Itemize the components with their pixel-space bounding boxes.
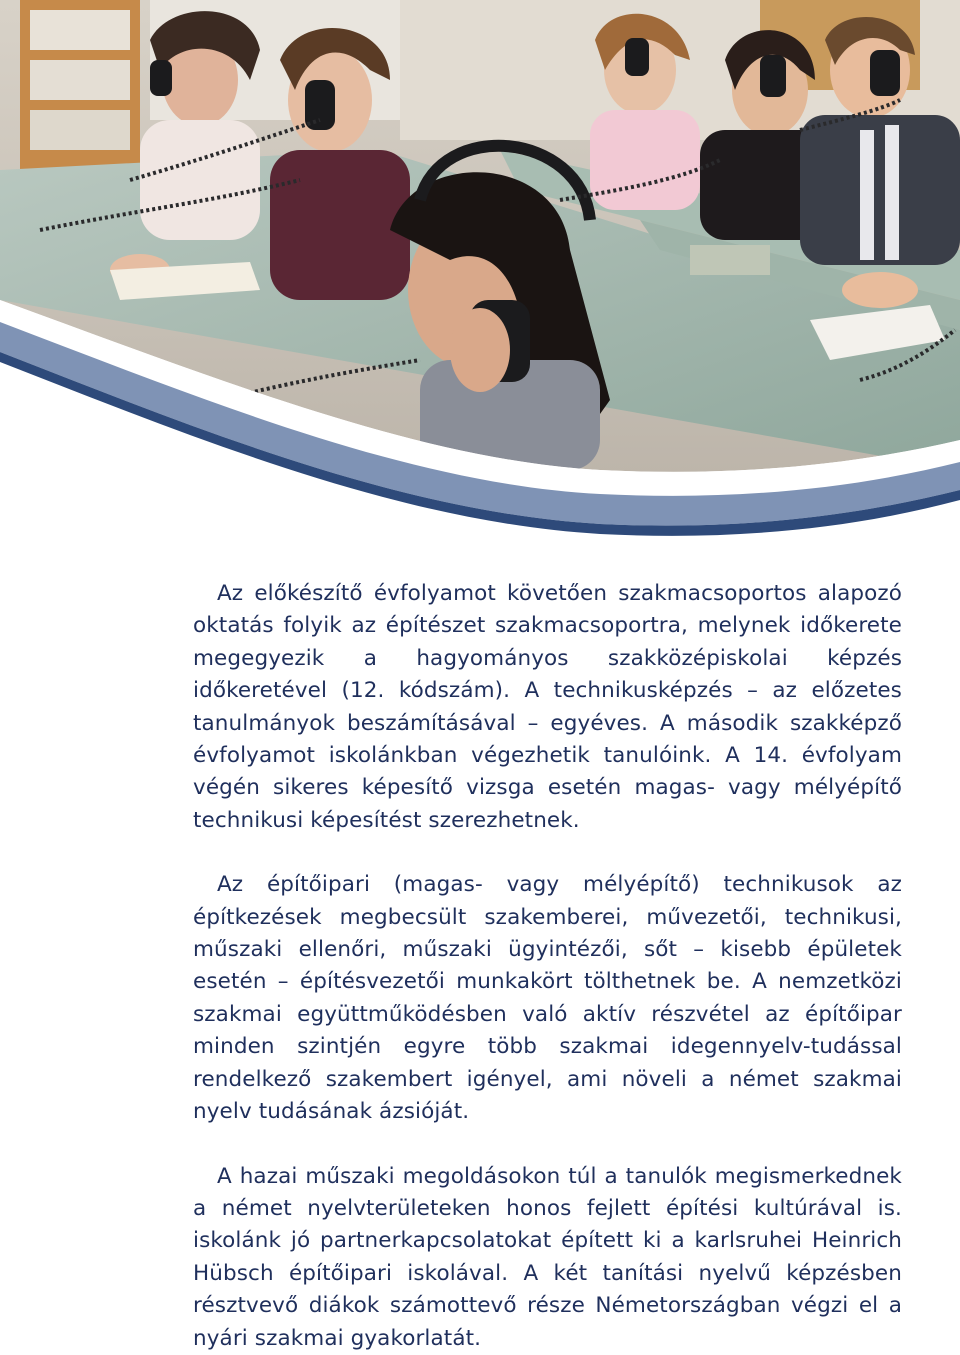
paragraph-2: Az építőipari (magas- vagy mélyépítő) technikusok az építkezések megbecsült szakemberei, művezetői, technikusi, műszaki ellenőri, műszaki ügyintézői, sőt – kisebb épületek esetén – építésvezetői munkakört tölthetnek be. A nemzetközi szakmai együttműködésben való aktív részvétel az építőipar minden szintjén egyre több szakmai idegennyelv-tudással rendelkező szakembert igényel, ami növeli a német szakmai nyelv tudásának ázsióját. [193, 872, 902, 1125]
classroom-photo [0, 0, 960, 540]
paragraph-1: Az előkészítő évfolyamot követően szakmacsoportos alapozó oktatás folyik az építészet szakmacsoportra, melynek időkerete megegyezik a hagyományos szakközépiskolai képzés időkeretével (12. kódszám). A technikusképzés – az előzetes tanulmányok beszámításával – egyéves. A második szakképző évfolyamot iskolánkban végezhetik tanulóink. A 14. évfolyam végén sikeres képesítő vizsga esetén magas- vagy mélyépítő technikusi képesítést szerezhetnek. [193, 581, 902, 833]
paragraph-3: A hazai műszaki megoldásokon túl a tanulók megismerkednek a német nyelvterületeken honos fejlett építési kultúrával is. iskolánk jó partnerkapcsolatokat épített ki a karlsruhei Heinrich Hübsch építőipari iskolával. A két tanítási nyelvű képzésben résztvevő diákok számottevő része Németországban végzi el a nyári szakmai gyakorlatát. [193, 1163, 902, 1351]
body-text [193, 578, 902, 1355]
header-photo [0, 0, 960, 540]
hand [450, 308, 510, 392]
